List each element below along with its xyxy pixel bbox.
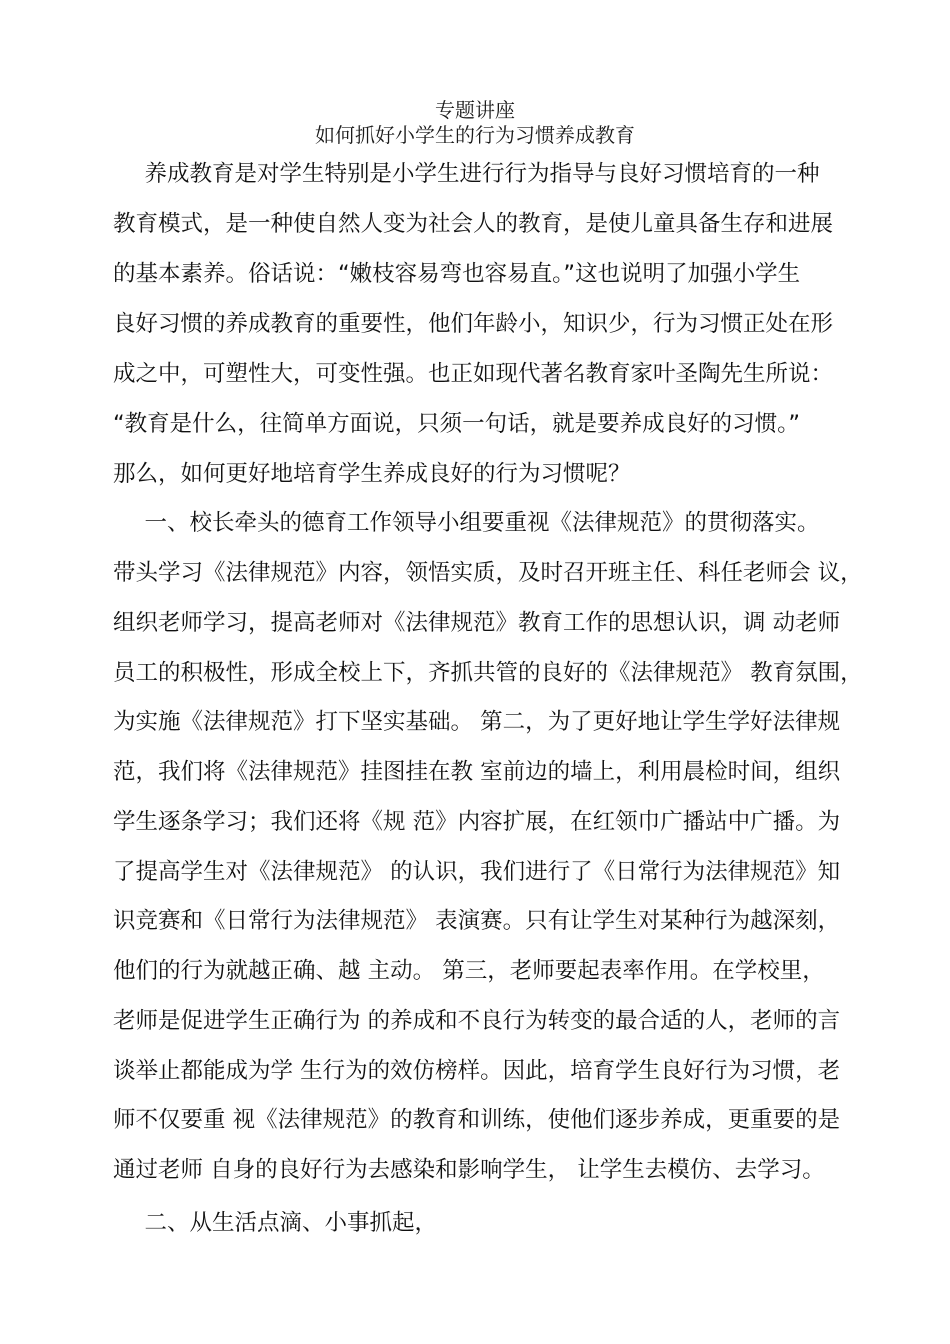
body-line: 员工的积极性，形成全校上下，齐抓共管的良好的《法律规范》 教育氛围， <box>113 660 863 686</box>
body-line: 成之中，可塑性大，可变性强。也正如现代著名教育家叶圣陶先生所说： <box>113 361 834 387</box>
body-line: 养成教育是对学生特别是小学生进行行为指导与良好习惯培育的一种 <box>122 161 820 187</box>
body-line: 的基本素养。俗话说：“嫩枝容易弯也容易直。”这也说明了加强小学生 <box>113 261 801 287</box>
body-line: 谈举止都能成为学 生行为的效仿榜样。因此，培育学生良好行为习惯，老 <box>113 1058 841 1084</box>
body-line: 识竞赛和《日常行为法律规范》 表演赛。只有让学生对某种行为越深刻， <box>113 908 841 934</box>
body-line: 那么，如何更好地培育学生养成良好的行为习惯呢？ <box>113 461 631 487</box>
body-line: 范，我们将《法律规范》挂图挂在教 室前边的墙上，利用晨检时间，组织 <box>113 759 841 785</box>
body-line: 良好习惯的养成教育的重要性，他们年龄小，知识少，行为习惯正处在形 <box>113 311 834 337</box>
document-header: 专题讲座 <box>435 98 515 122</box>
body-line: 教育模式，是一种使自然人变为社会人的教育，是使儿童具备生存和进展 <box>113 211 834 237</box>
body-line: 通过老师 自身的良好行为去感染和影响学生， 让学生去模仿、去学习。 <box>113 1157 825 1183</box>
body-line: 组织老师学习，提高老师对《法律规范》教育工作的思想认识，调 动老师 <box>113 610 841 636</box>
document-title: 如何抓好小学生的行为习惯养成教育 <box>315 123 635 147</box>
body-line: 他们的行为就越正确、越 主动。 第三，老师要起表率作用。在学校里， <box>113 958 825 984</box>
body-line: 了提高学生对《法律规范》 的认识，我们进行了《日常行为法律规范》知 <box>113 859 841 885</box>
section-two-line: 二、从生活点滴、小事抓起， <box>122 1210 438 1236</box>
body-line: “教育是什么，往简单方面说，只须一句话，就是要养成良好的习惯。” <box>113 411 801 437</box>
section-one-line: 一、校长牵头的德育工作领导小组要重视《法律规范》的贯彻落实。 <box>122 510 820 536</box>
body-line: 学生逐条学习；我们还将《规 范》内容扩展，在红领巾广播站中广播。为 <box>113 809 841 835</box>
body-line: 为实施《法律规范》打下坚实基础。 第二，为了更好地让学生学好法律规 <box>113 709 841 735</box>
body-line: 带头学习《法律规范》内容，领悟实质，及时召开班主任、科任老师会 议， <box>113 560 863 586</box>
body-line: 老师是促进学生正确行为 的养成和不良行为转变的最合适的人，老师的言 <box>113 1008 841 1034</box>
body-line: 师不仅要重 视《法律规范》的教育和训练，使他们逐步养成，更重要的是 <box>113 1107 841 1133</box>
